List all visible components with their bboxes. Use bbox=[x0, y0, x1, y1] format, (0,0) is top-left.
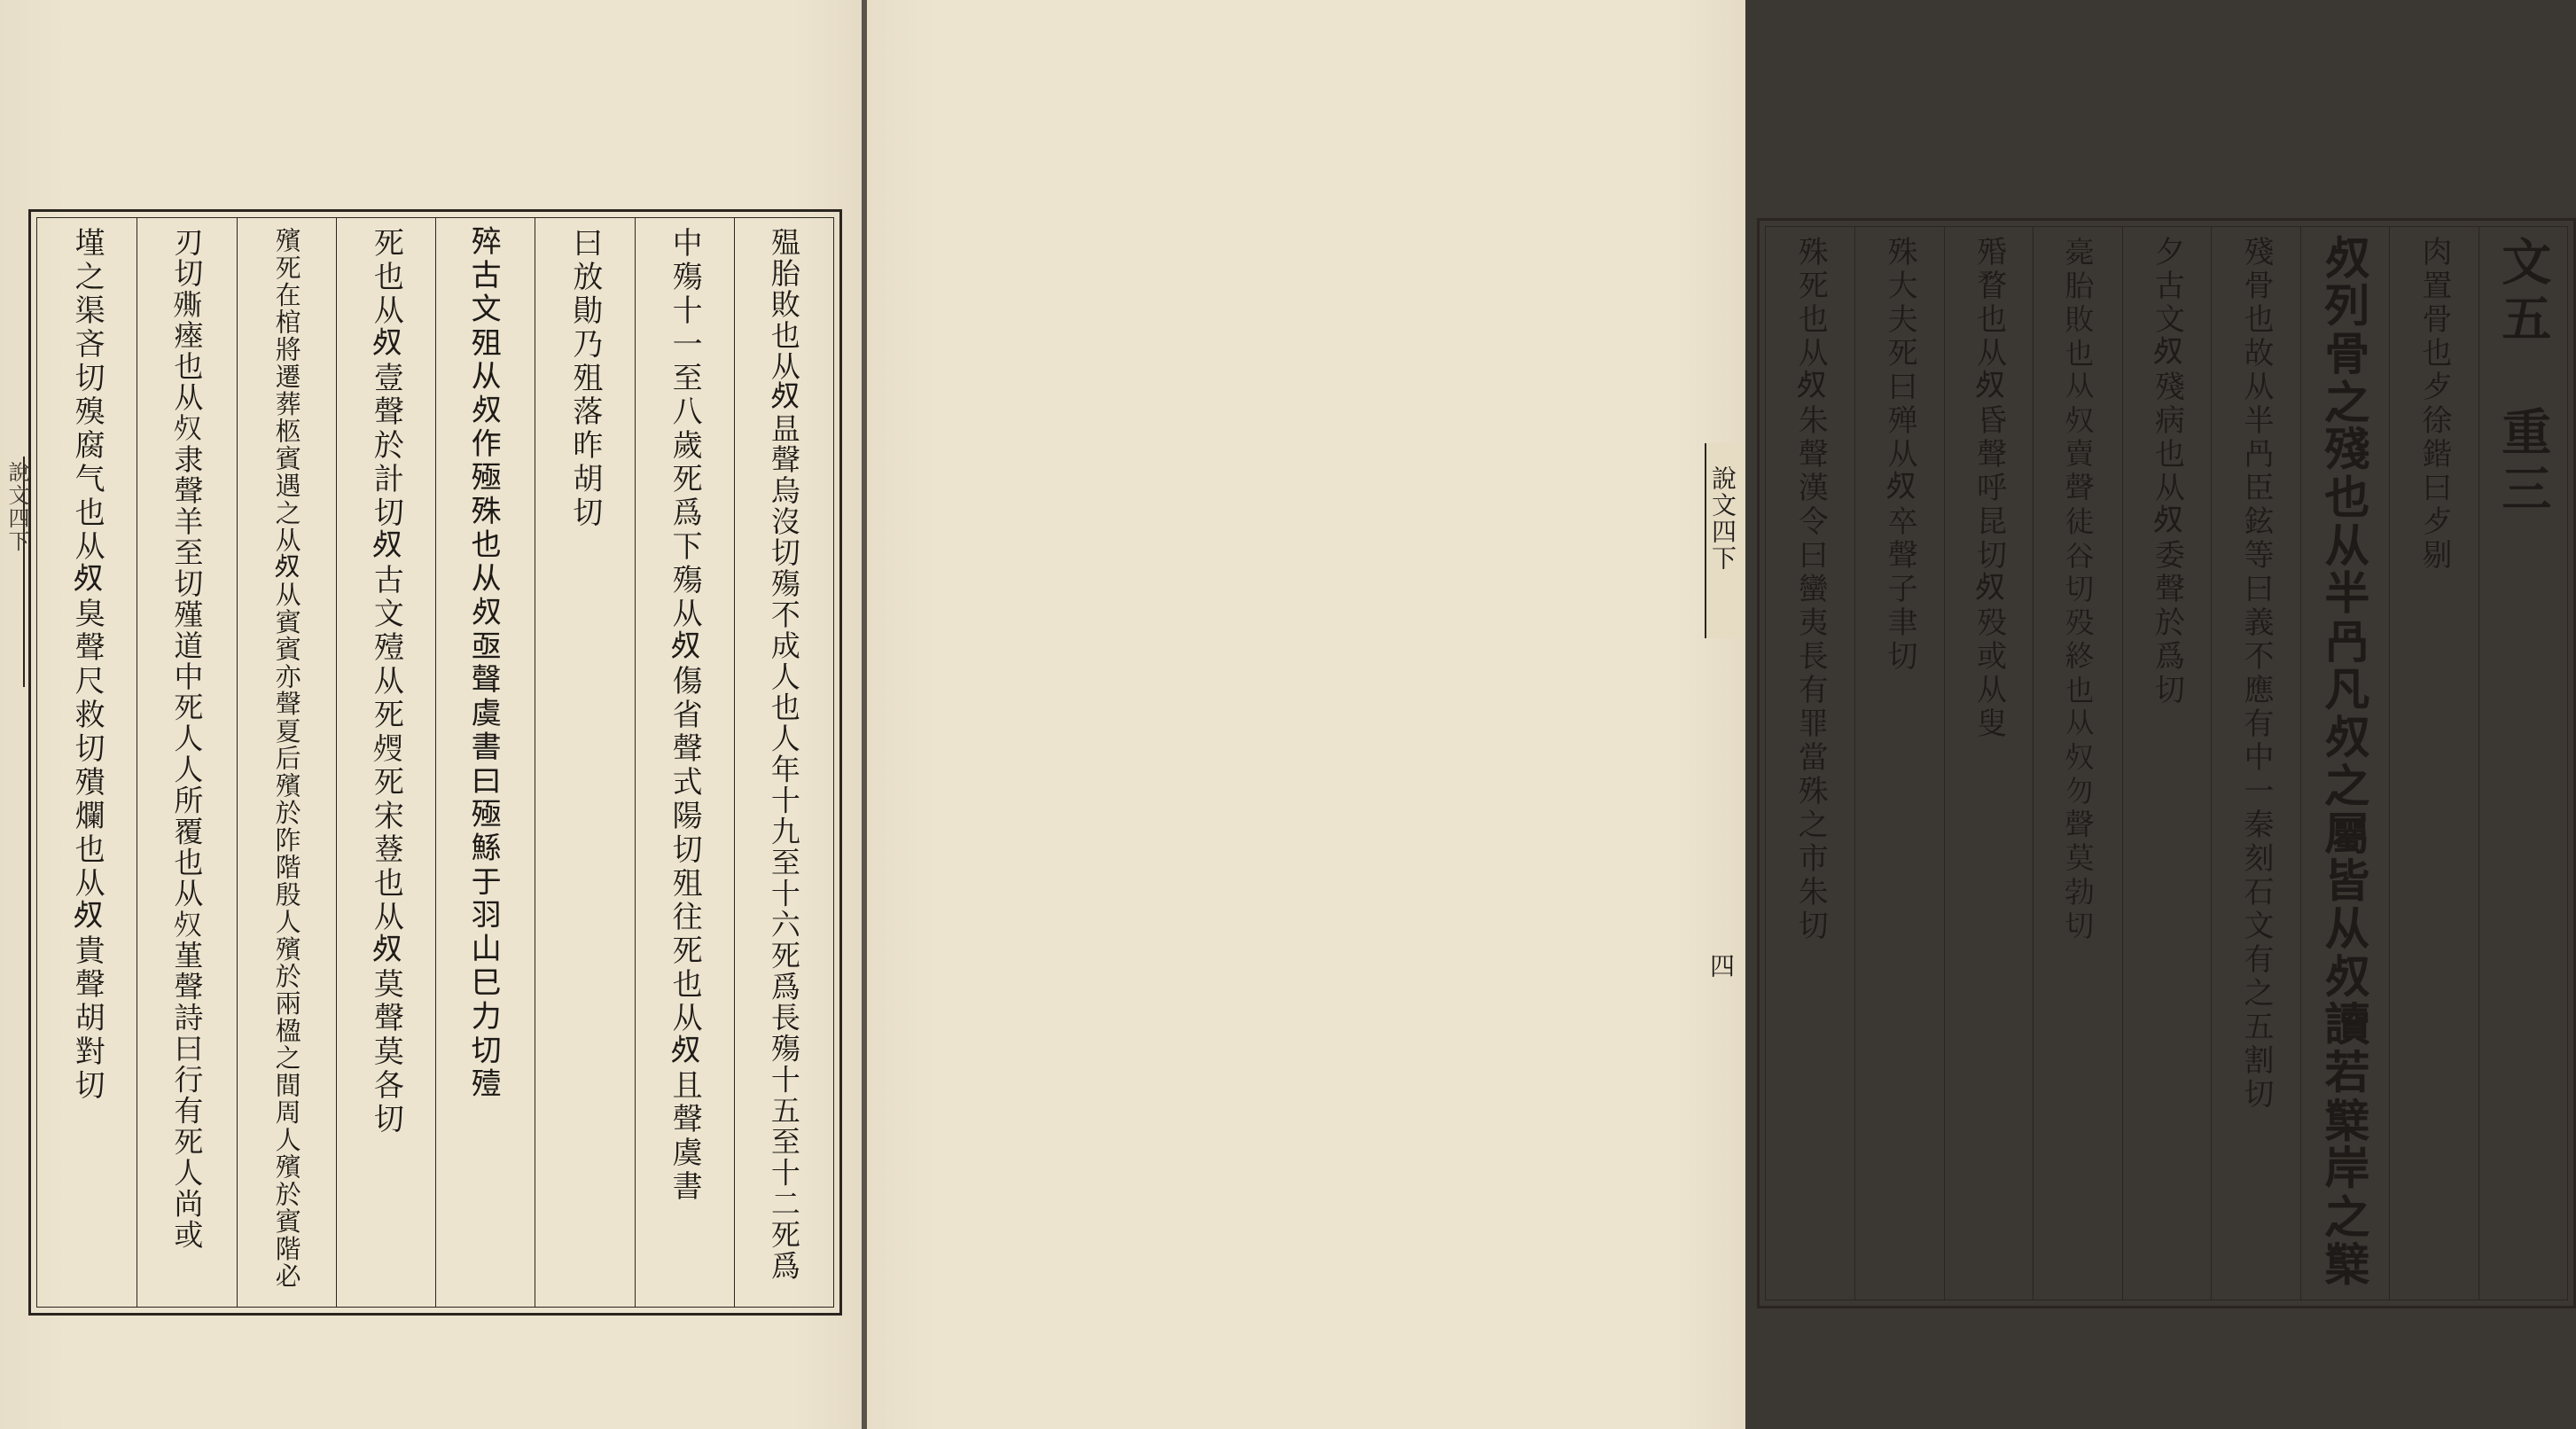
page-number: 四 bbox=[1706, 953, 1736, 978]
left-column bbox=[336, 218, 435, 1307]
right-inner-frame bbox=[1765, 226, 2568, 1300]
right-column bbox=[2389, 227, 2478, 1300]
left-column bbox=[237, 218, 336, 1307]
right-column-text: 文五 重三 bbox=[2494, 236, 2553, 519]
right-text-frame bbox=[1757, 218, 2576, 1308]
right-column-text: 𣨻胎敗也从𣦼賣聲徒谷切殁終也从𣦼勿聲莫勃切 bbox=[2060, 236, 2096, 943]
left-column-text: 中殤十一至八歲死爲下殤从𣦼傷省聲式陽切殂往死也从𣦼且聲虞書 bbox=[667, 227, 703, 1204]
right-page bbox=[867, 0, 2553, 1429]
right-column-text: 𣦼列骨之殘也从半冎凡𣦼之屬皆从𣦼讀若櫱岸之櫱 bbox=[2318, 236, 2372, 1291]
left-column bbox=[37, 218, 137, 1307]
right-column bbox=[2478, 227, 2567, 1300]
left-column bbox=[137, 218, 236, 1307]
left-inner-frame bbox=[36, 217, 834, 1308]
right-column bbox=[2300, 227, 2389, 1300]
left-page bbox=[0, 0, 862, 1429]
left-edge-label: 說文四下 bbox=[4, 461, 29, 553]
right-column bbox=[1766, 227, 1854, 1300]
right-column-text: 肉置骨也歺徐鍇曰歺剔 bbox=[2416, 236, 2452, 573]
right-column bbox=[2211, 227, 2299, 1300]
left-column-text: 死也从𣦼壹聲於計切𣦼古文殪从死𣨏死宋䔲也从𣦼莫聲莫各切 bbox=[368, 227, 404, 1136]
right-column-text: 殊死也从𣦼朱聲漢令曰蠻夷長有罪當殊之市朱切 bbox=[1792, 236, 1829, 943]
left-column-text: 𣨛古文殂从𣦼作殛殊也从𣦼亟聲虞書曰殛鯀于羽山巳力切殪 bbox=[467, 227, 503, 1103]
left-column-text: 曰放勛乃殂落昨胡切 bbox=[566, 227, 603, 530]
left-column bbox=[535, 218, 634, 1307]
right-column bbox=[1944, 227, 2033, 1300]
right-column-text: 夕古文𣦼殘病也从𣦼委聲於爲切 bbox=[2149, 236, 2185, 707]
left-text-frame bbox=[28, 209, 842, 1316]
left-column-text: 刃切𣩠瘞也从𣦼隶聲羊至切殣道中死人人所覆也从𣦼堇聲詩曰行有死人尚或 bbox=[169, 227, 205, 1251]
right-column-text: 殙瞀也从𣦼昏聲呼昆切𣦼殁或从叟 bbox=[1971, 236, 2007, 741]
right-column bbox=[2122, 227, 2211, 1300]
right-column bbox=[2033, 227, 2121, 1300]
fold-label: 說文四下 bbox=[1708, 465, 1737, 572]
left-column bbox=[435, 218, 535, 1307]
left-column bbox=[635, 218, 734, 1307]
right-column bbox=[1854, 227, 1943, 1300]
left-column-text: 墐之渠吝切殠腐气也从𣦼臭聲尺救切殨爛也从𣦼貴聲胡對切 bbox=[69, 227, 105, 1103]
left-column bbox=[734, 218, 833, 1307]
right-column-text: 殊大夫死曰殚从𣦼卒聲子聿切 bbox=[1882, 236, 1918, 674]
right-column-text: 殘骨也故从半冎臣鉉等曰義不應有中一秦刻石文有之五割切 bbox=[2237, 236, 2274, 1112]
left-column-text: 殯死在棺將遷葬柩賓遇之从𣦼从賓賓亦聲夏后殯於阼階殷人殯於兩楹之間周人殯於賓階必 bbox=[271, 227, 302, 1290]
left-column-text: 殟胎敗也从𣦼昷聲烏沒切殤不成人也人年十九至十六死爲長殤十五至十二死爲 bbox=[766, 227, 801, 1282]
